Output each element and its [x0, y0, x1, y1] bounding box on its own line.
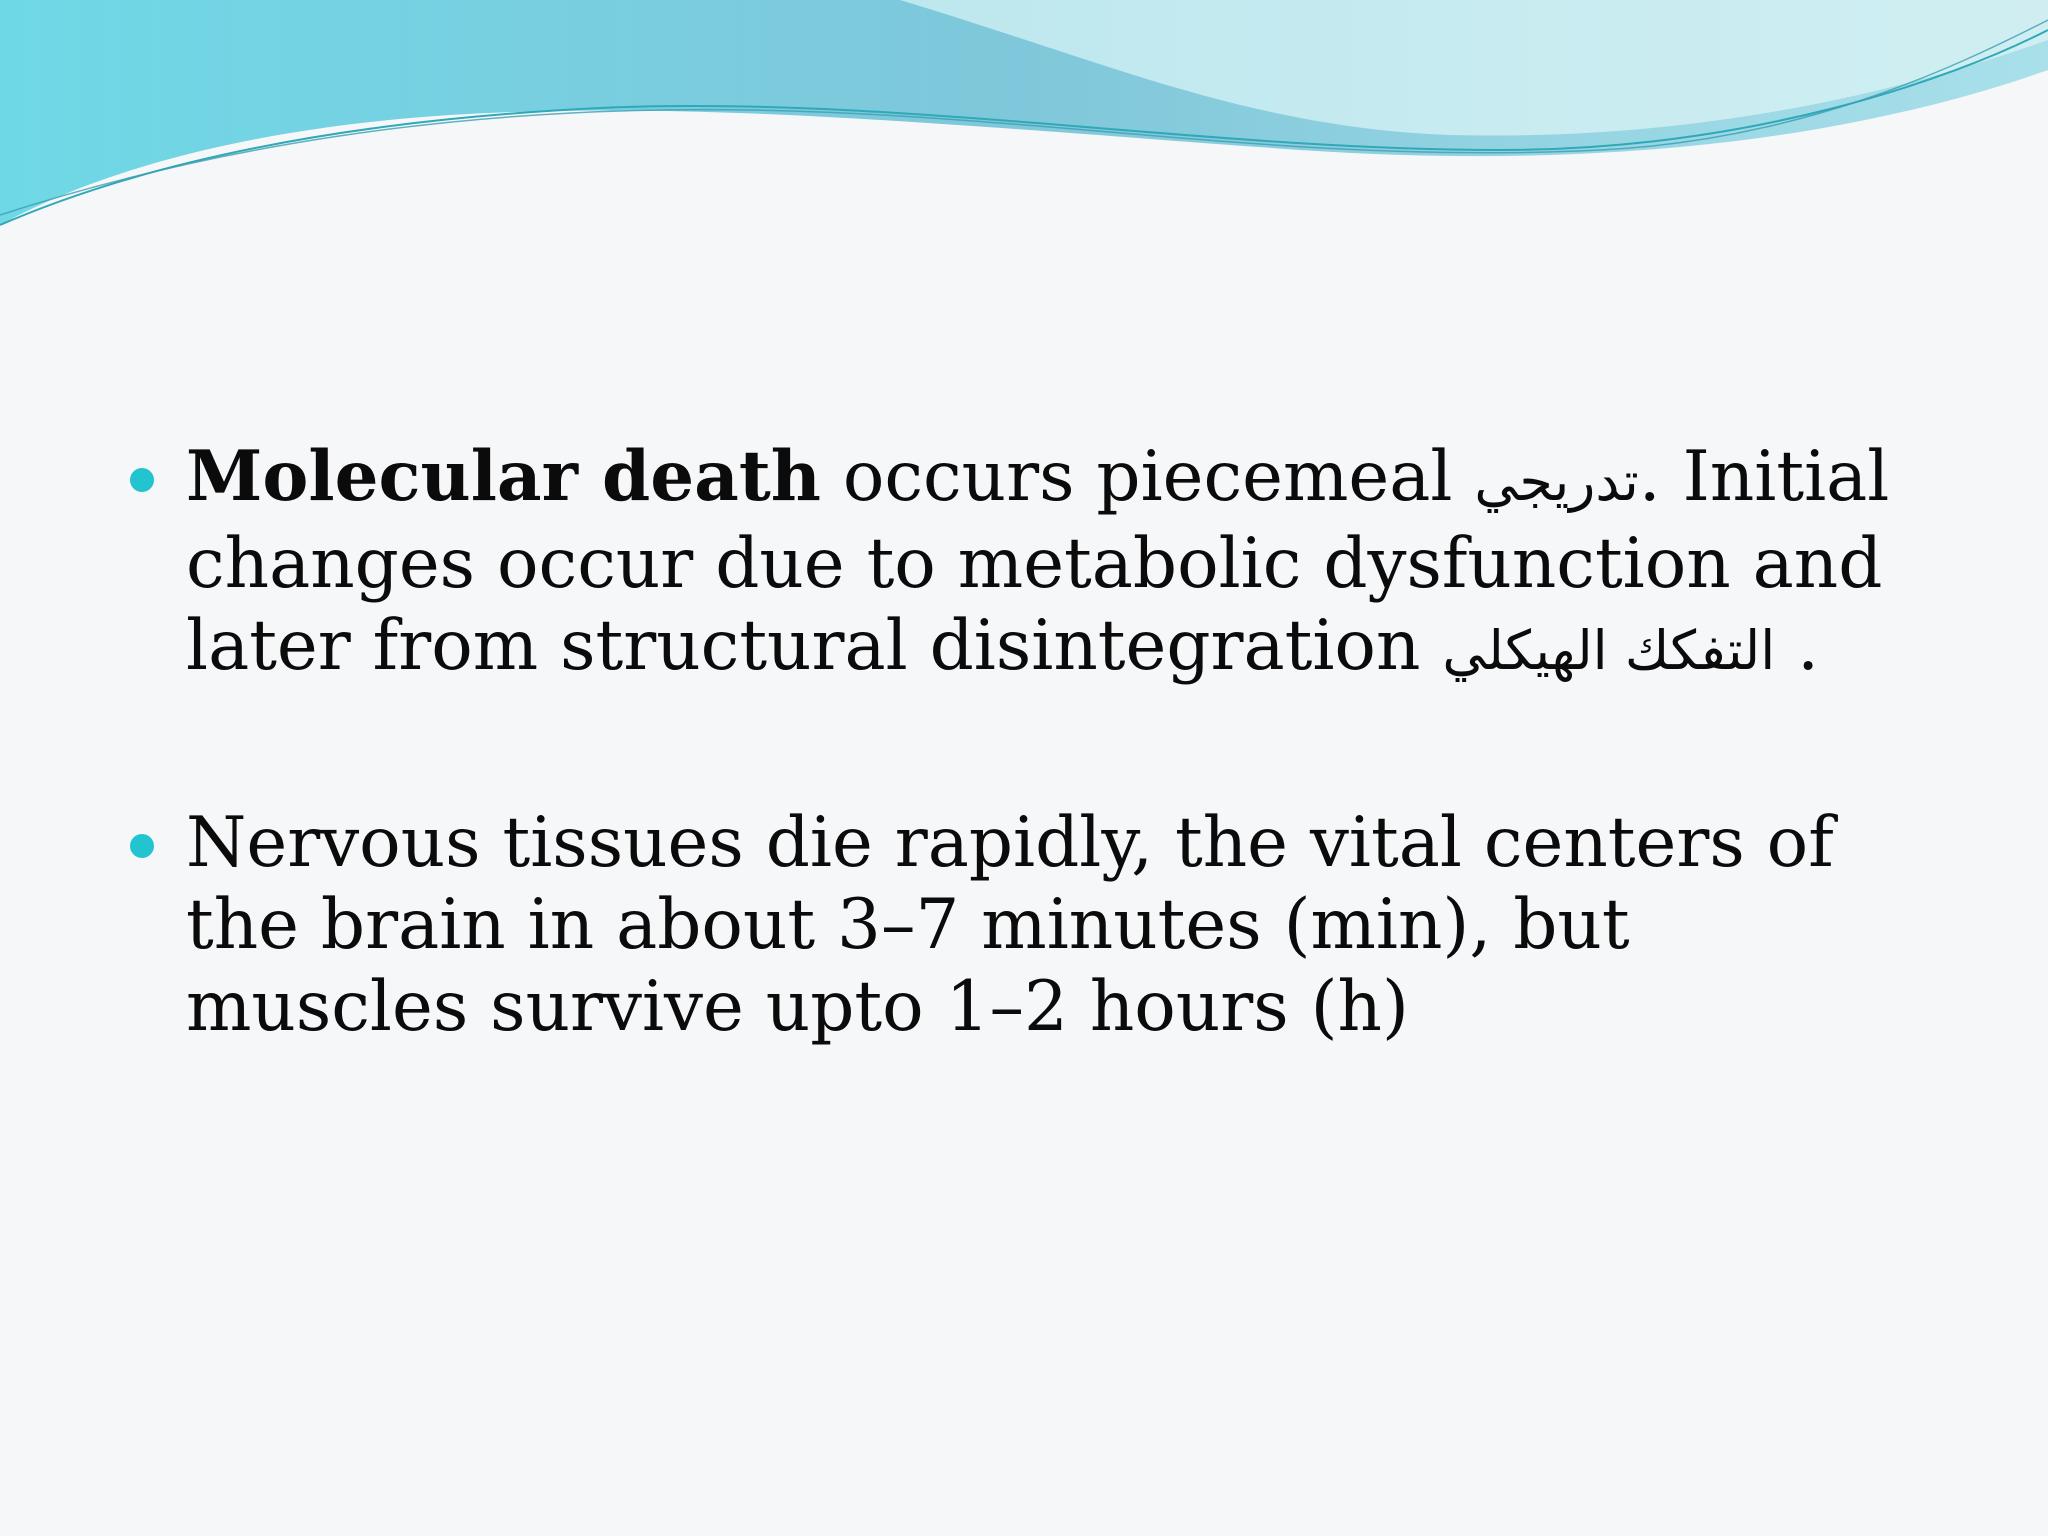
- bullet-text: . Initial changes occur due to metabolic dysfunction and later from structural disintegration: [186, 437, 1890, 686]
- bold-term: Molecular death: [186, 436, 821, 517]
- bullet-text: .: [1775, 606, 1820, 686]
- bullet-item-molecular-death: [120, 436, 1920, 692]
- arabic-term: تدريجي: [1474, 450, 1639, 513]
- arabic-term: التفكك الهيكلي: [1442, 619, 1776, 682]
- bullet-text: Nervous tissues die rapidly, the vital centers of the brain in about 3–7 minutes (min), but muscles survive upto 1–2 hours (h): [186, 803, 1834, 1047]
- bullet-dot-icon: [130, 834, 154, 858]
- bullet-dot-icon: [130, 468, 154, 492]
- bullet-item-nervous-tissues: [120, 802, 1920, 1048]
- bullet-text: occurs piecemeal: [820, 437, 1475, 517]
- wave-header-decoration: [0, 0, 2048, 240]
- bullet-list: [120, 436, 1920, 1158]
